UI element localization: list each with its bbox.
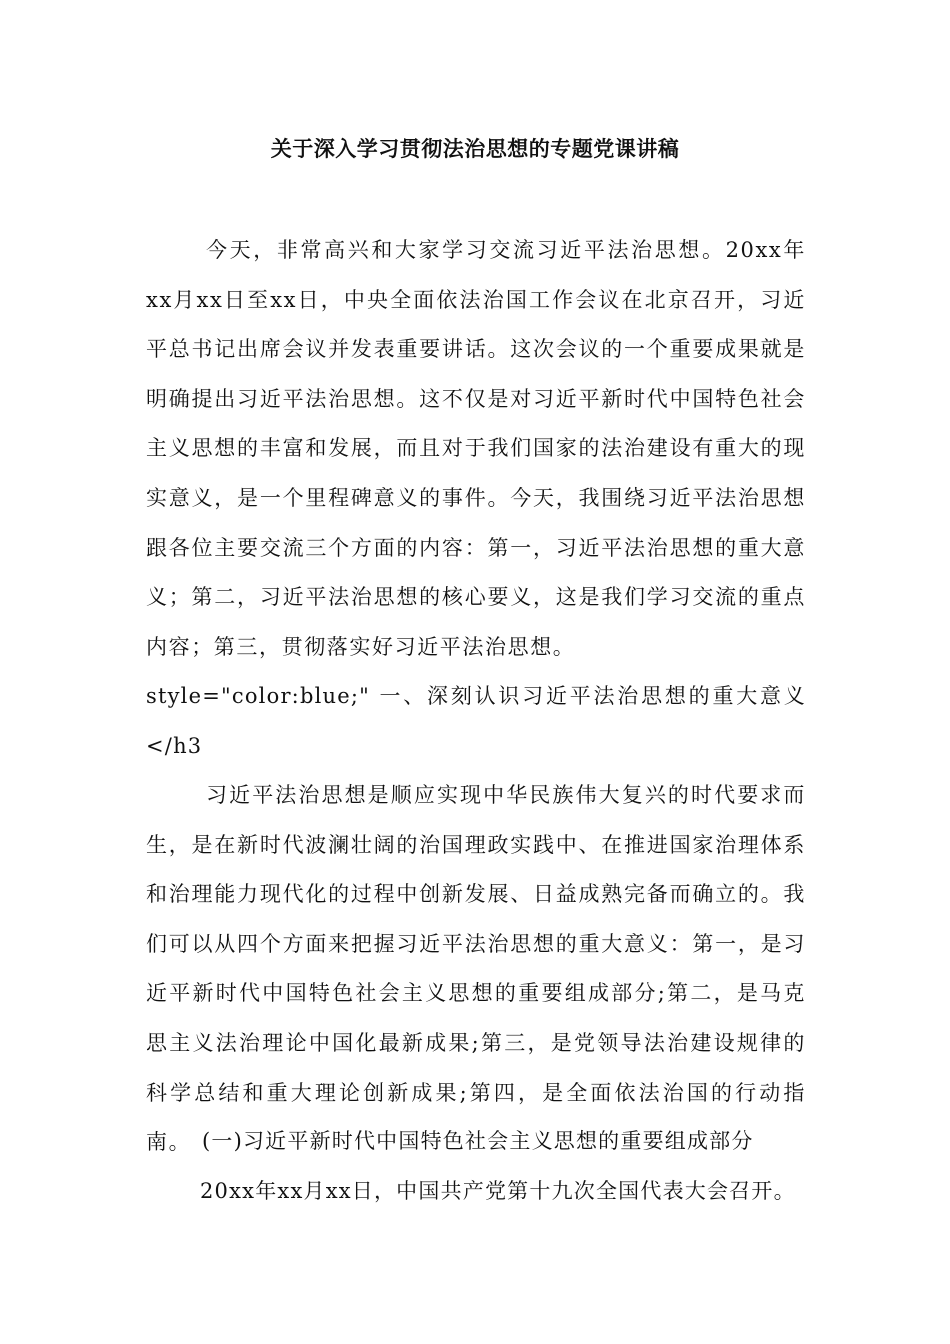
section-heading-raw: style="color:blue;" 一、深刻认识习近平法治思想的重大意义</h3 [146, 684, 806, 758]
subsection-heading: (一)习近平新时代中国特色社会主义思想的重要组成部分 [202, 1129, 754, 1153]
paragraph-intro: 今天，非常高兴和大家学习交流习近平法治思想。20xx年xx月xx日至xx日，中央全面依法治国工作会议在北京召开，习近平总书记出席会议并发表重要讲话。这次会议的一个重要成果就是明确提出习近平法治思想。这不仅是对习近平新时代中国特色社会主义思想的丰富和发展，而且对于我们国家的法治建设有重大的现实意义，是一个里程碑意义的事件。今天，我围绕习近平法治思想跟各位主要交流三个方面的内容：第一，习近平法治思想的重大意义；第二，习近平法治思想的核心要义，这是我们学习交流的重点内容；第三，贯彻落实好习近平法治思想。 [146, 238, 806, 659]
paragraph-significance: 习近平法治思想是顺应实现中华民族伟大复兴的时代要求而生，是在新时代波澜壮阔的治国理政实践中、在推进国家治理体系和治理能力现代化的过程中创新发展、日益成熟完备而确立的。我们可以从四个方面来把握习近平法治思想的重大意义：第一，是习近平新时代中国特色社会主义思想的重要组成部分;第二，是马克思主义法治理论中国化最新成果;第三，是党领导法治建设规律的科学总结和重大理论创新成果;第四，是全面依法治国的行动指南。 [146, 783, 806, 1155]
document-title: 关于深入学习贯彻法治思想的专题党课讲稿 [270, 137, 680, 161]
paragraph-congress: 20xx年xx月xx日，中国共产党第十九次全国代表大会召开。 [200, 1179, 796, 1203]
